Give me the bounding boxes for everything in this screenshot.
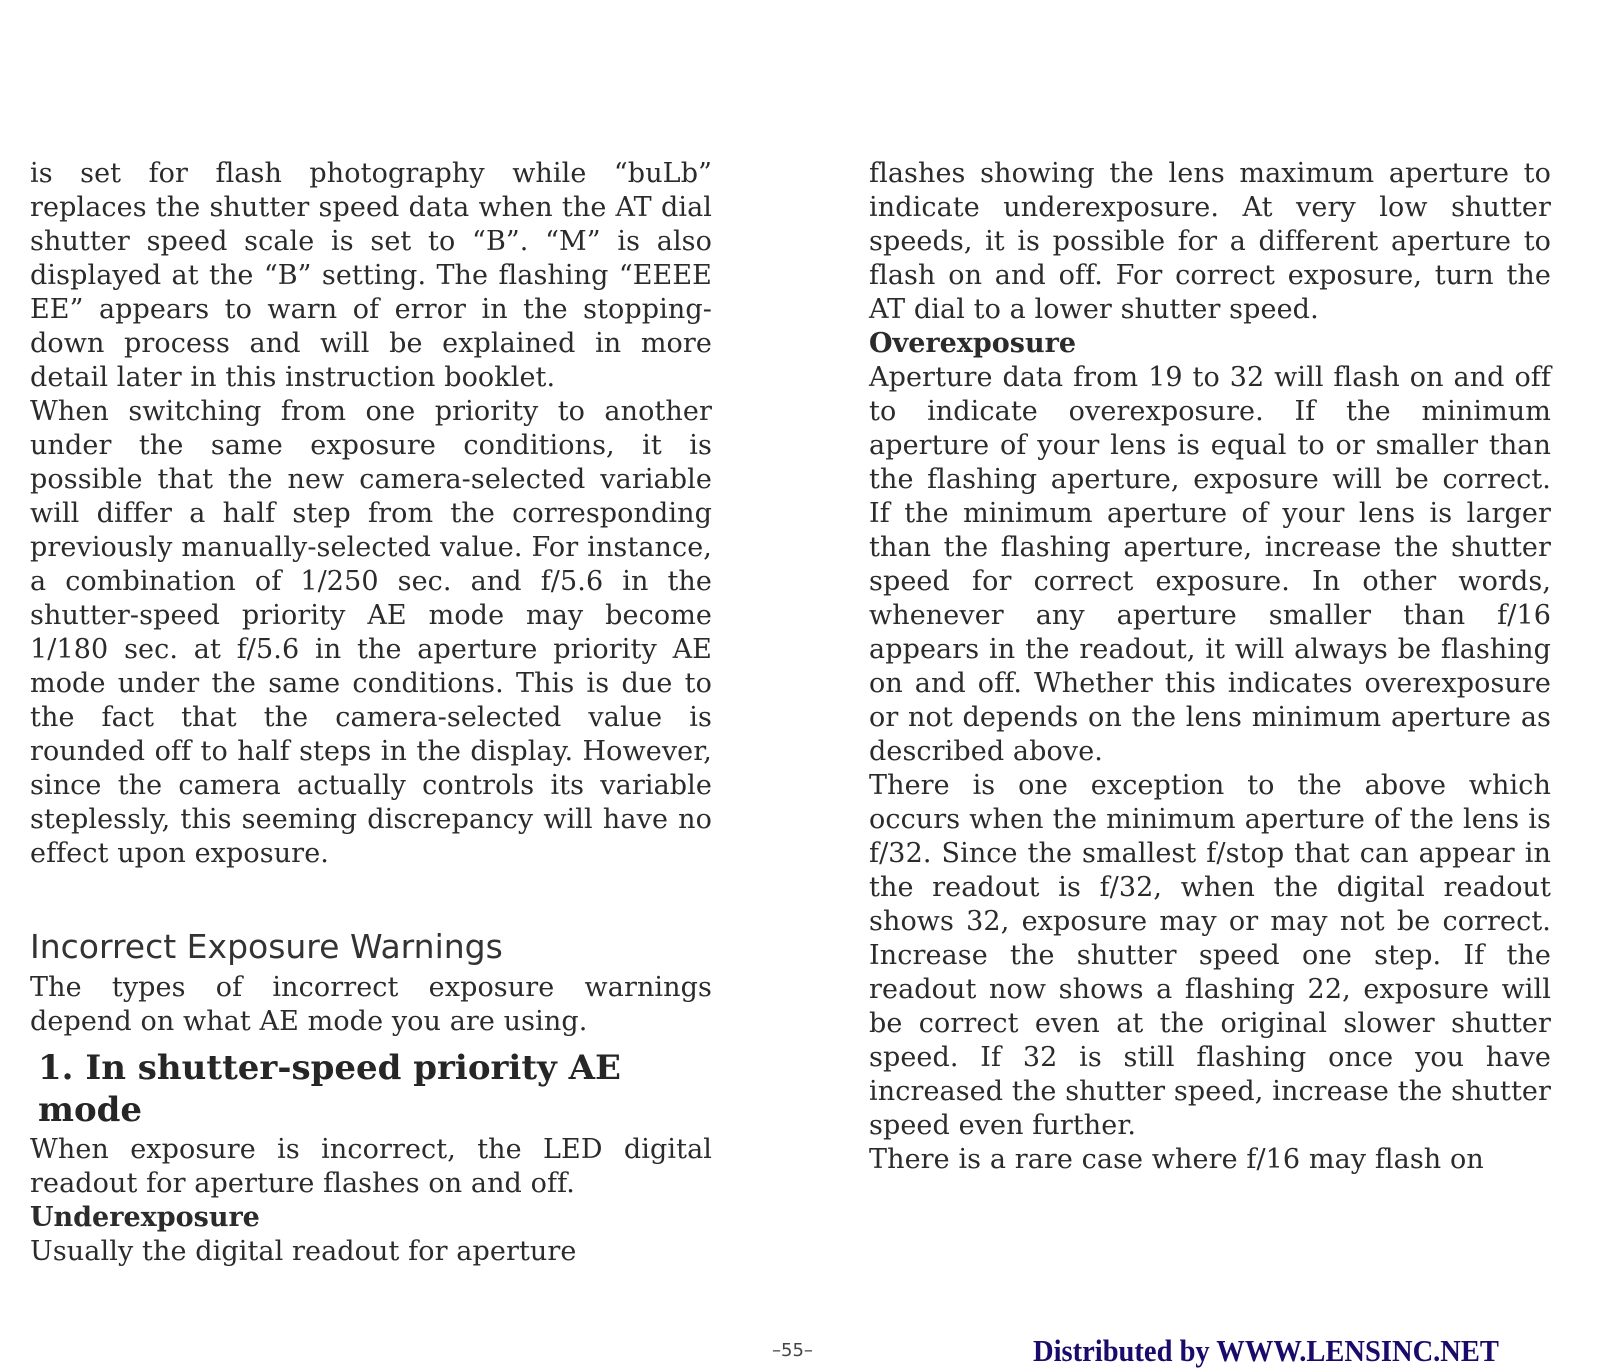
paragraph-flash-display: is set for flash photography while “buLb” replaces the shutter speed data when the AT dial shutter speed scale is set to “B”. “M” is also displayed at the “B” setting. The flashing “EEEE EE” appears to warn of error in the stopping-down process and will be explained in more detail later in this instruction booklet.: [30, 158, 712, 393]
subsection-intro: When exposure is incorrect, the LED digital readout for aperture flashes on and off.: [30, 1134, 712, 1199]
underexposure-text: Usually the digital readout for aperture: [30, 1236, 577, 1267]
overexposure-text: Aperture data from 19 to 32 will flash on and off to indicate overexposure. If the minimum aperture of your lens is equal to or smaller than the flashing aperture, exposure will be correct. If the minimum aperture of your lens is larger than the flashing aperture, increase the shutter speed for correct exposure. In other words, whenever any aperture smaller than f/16 appears in the readout, it will always be flashing on and off. Whether this indicates overexposure or not depends on the lens minimum aperture as described above.: [869, 362, 1551, 767]
underexposure-heading: Underexposure: [30, 1202, 260, 1233]
distributor-credit: Distributed by WWW.LENSINC.NET: [1033, 1333, 1499, 1368]
right-column: [869, 157, 1551, 1177]
numbered-subsection-title: 1. In shutter-speed priority AE mode: [38, 1048, 621, 1130]
rare-case-paragraph: There is a rare case where f/16 may flash on: [869, 1144, 1484, 1175]
exception-paragraph: There is one exception to the above which occurs when the minimum aperture of the lens is f/32. Since the smallest f/stop that can appear in the readout is f/32, when the digital readout shows 32, exposure may or may not be correct. Increase the shutter speed one step. If the readout now shows a flashing 22, exposure will be correct even at the original slower shutter speed. If 32 is still flashing once you have increased the shutter speed, increase the shutter speed even further.: [869, 770, 1551, 1141]
overexposure-heading: Overexposure: [869, 328, 1077, 359]
page-number: –55–: [772, 1340, 813, 1361]
left-column: [30, 157, 712, 1269]
paragraph-priority-switching: When switching from one priority to another under the same exposure conditions, it is possible that the new camera-selected variable will differ a half step from the corresponding previously manually-selected value. For instance, a combination of 1/250 sec. and f/5.6 in the shutter-speed priority AE mode may become 1/180 sec. at f/5.6 in the aperture priority AE mode under the same conditions. This is due to the fact that the camera-selected value is rounded off to half steps in the display. However, since the camera actually controls its variable steplessly, this seeming discrepancy will have no effect upon exposure.: [30, 396, 712, 869]
section-intro: The types of incorrect exposure warnings depend on what AE mode you are using.: [30, 972, 712, 1037]
underexposure-continued: flashes showing the lens maximum aperture to indicate underexposure. At very low shutter speeds, it is possible for a different aperture to flash on and off. For correct exposure, turn the AT dial to a lower shutter speed.: [869, 158, 1551, 325]
section-title: Incorrect Exposure Warnings: [30, 927, 503, 966]
